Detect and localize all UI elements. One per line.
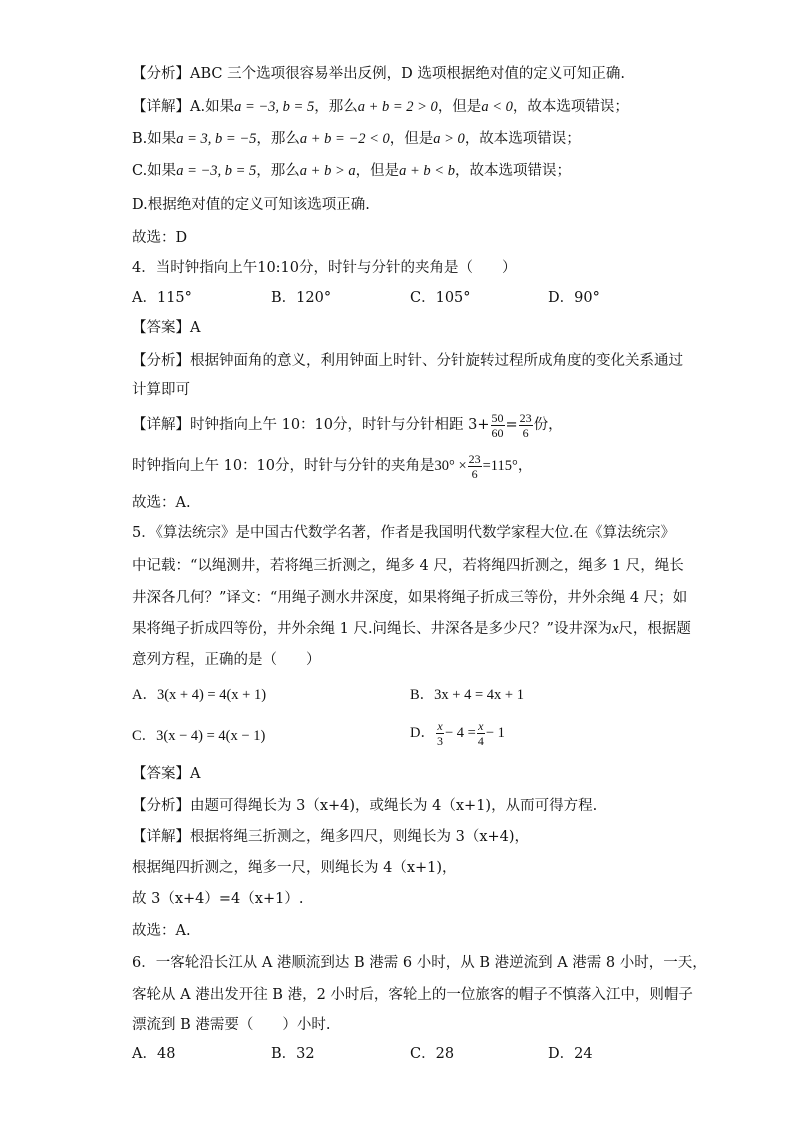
q4-stem: 4．当时钟指向上午10:10分，时针与分针的夹角是（ ） [132,260,517,276]
q5-stem-3: 井深各几何？”译文：“用绳子测水井深度，如果将绳子折成三等份，井外余绳 4 尺；如 [132,590,688,606]
analysis-tag: 【分析】 [132,66,190,82]
q5-option-a: A．3(x + 4) = 4(x + 1) [132,687,267,703]
fraction: $\frac{x}{3}$ [436,719,443,749]
q6-option-b: B．32 [271,1046,315,1062]
q5-option-b: B．3x + 4 = 4x + 1 [410,687,524,703]
q4-option-d: D．90° [548,290,600,306]
q5-stem-2: 中记载：“以绳测井，若将绳三折测之，绳多 4 尺，若将绳四折测之，绳多 1 尺，绳长 [132,558,684,574]
q6-option-c: C．28 [410,1046,455,1062]
detail-tag: 【详解】 [132,99,190,115]
q5-option-c: C．3(x − 4) = 4(x − 1) [132,728,266,744]
q5-detail-2: 根据绳四折测之，绳多一尺，则绳长为 4（x+1)， [132,860,457,876]
fraction: $\frac{23}{6}$ [519,410,532,440]
detail-tag: 【详解】 [132,417,190,433]
q6-option-a: A．48 [132,1046,176,1062]
q5-analysis: 【分析】由题可得绳长为 3（x+4)，或绳长为 4（x+1)，从而可得方程. [132,798,598,814]
answer-tag: 【答案】 [132,766,190,782]
fraction: $\frac{23}{6}$ [468,451,481,481]
fraction: $\frac{x}{4}$ [477,719,484,749]
q3-detail-b: B.如果a = 3, b = −5，那么a + b = −2 < 0，但是a > 0，故本选项错误； [132,131,581,147]
q4-option-b: B．120° [271,290,332,306]
q5-detail-1: 【详解】根据将绳三折测之，绳多四尺，则绳长为 3（x+4)， [132,829,530,845]
fraction: $\frac{50}{60}$ [491,410,504,440]
q4-option-a: A．115° [132,290,192,306]
q3-choice: 故选：D [132,230,188,246]
q4-option-c: C．105° [410,290,471,306]
q6-stem-3: 漂流到 B 港需要（ ）小时. [132,1017,331,1033]
q4-detail-2: 时钟指向上午 10：10分，时针与分针的夹角是30° × $\frac{23}{6}$ =115°， [132,451,533,481]
q3-detail-c: C.如果a = −3, b = 5，那么a + b > a，但是a + b < b，故本选项错误； [132,163,571,179]
q5-option-d: D． $\frac{x}{3}$ − 4 = $\frac{x}{4}$ − 1 [410,719,505,749]
q6-option-d: D．24 [548,1046,593,1062]
q5-detail-3: 故 3（x+4）=4（x+1）. [132,891,304,907]
analysis-tag: 【分析】 [132,798,190,814]
q5-stem-1: 5．《算法统宗》是中国古代数学名著，作者是我国明代数学家程大位.在《算法统宗》 [132,525,676,541]
q5-stem-5: 意列方程，正确的是（ ） [132,652,321,668]
analysis-tag: 【分析】 [132,353,190,369]
q4-analysis: 【分析】根据钟面角的意义，利用钟面上时针、分针旋转过程所成角度的变化关系通过 [132,353,683,369]
q4-analysis-cont: 计算即可 [132,382,190,398]
q4-detail-1: 【详解】时钟指向上午 10：10分，时针与分针相距 3+ $\frac{50}{60}$ = $\frac{23}{6}$ 份， [132,410,563,440]
q5-choice: 故选：A. [132,923,191,939]
q6-stem-2: 客轮从 A 港出发开往 B 港，2 小时后，客轮上的一位旅客的帽子不慎落入江中，则帽子 [132,987,693,1003]
q4-choice: 故选：A. [132,495,191,511]
q5-stem-4: 果将绳子折成四等份，井外余绳 1 尺.问绳长、井深各是多少尺？”设井深为x尺，根据题 [132,621,691,637]
answer-tag: 【答案】 [132,320,190,336]
q3-detail-d: D.根据绝对值的定义可知该选项正确. [132,197,370,213]
q4-answer: 【答案】A [132,320,201,336]
q3-analysis: 【分析】ABC 三个选项很容易举出反例，D 选项根据绝对值的定义可知正确. [132,66,625,82]
q3-detail-a: 【详解】A.如果a = −3, b = 5，那么a + b = 2 > 0，但是a < 0，故本选项错误； [132,99,629,115]
q5-answer: 【答案】A [132,766,201,782]
detail-tag: 【详解】 [132,829,190,845]
q6-stem-1: 6．一客轮沿长江从 A 港顺流到达 B 港需 6 小时，从 B 港逆流到 A 港需 8 小时，一天， [132,955,707,971]
